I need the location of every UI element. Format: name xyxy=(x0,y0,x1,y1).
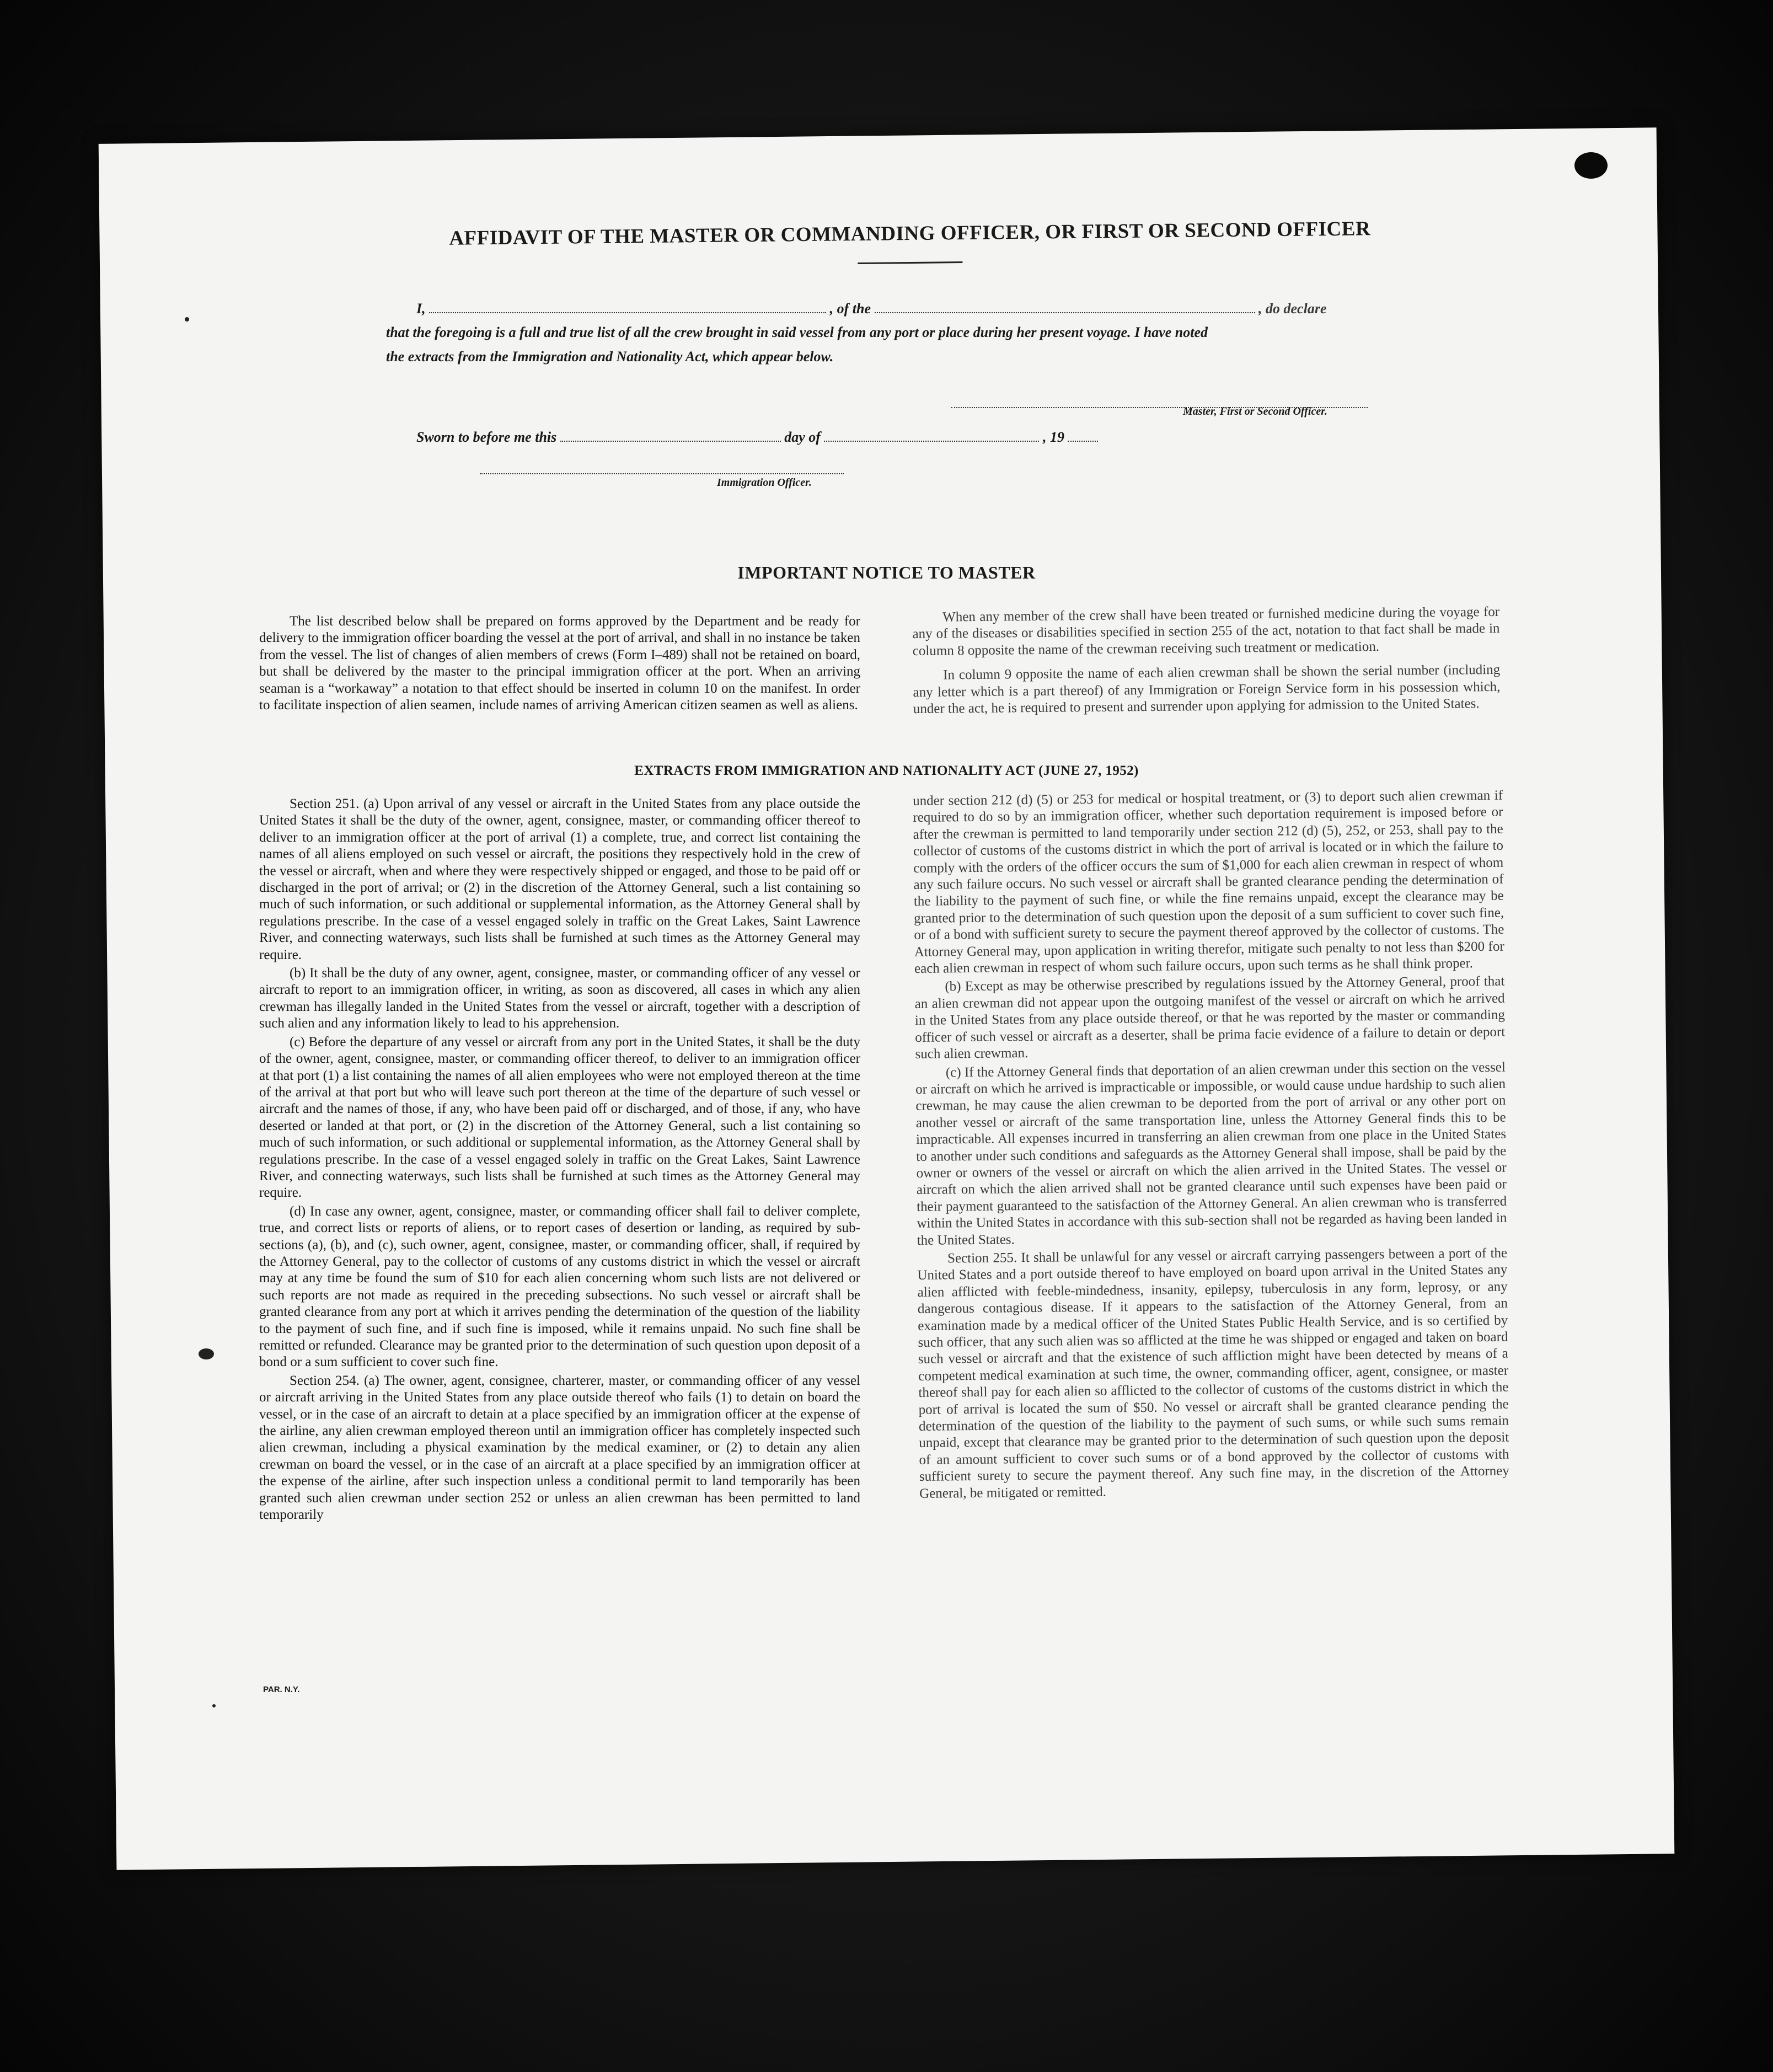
ink-speck xyxy=(199,1348,214,1359)
name-field[interactable] xyxy=(429,301,826,313)
declaration-do-declare: , do declare xyxy=(1258,301,1327,317)
section-251-c: (c) Before the departure of any vessel or aircraft from any port in the United States, it shall be the duty of the owner, agent, consignee, master, or commanding officer thereof, to deliver to an immigration officer at that port (1) a list containing the names of all alien employees who were not employed thereon at the time of the arrival at that port but who will leave such port thereon at the time of the departure of such vessel or aircraft and the names of those, if any, who have been paid off or discharged, and of those, if any, who have deserted or landed at that port, or (2) in the discretion of the Attorney General, such a list containing so much of such information, or such additional or supplemental information, as the Attorney General shall by regulations prescribe. In the case of a vessel engaged solely in traffic on the Great Lakes, Saint Lawrence River, and connecting waterways, such lists shall be furnished at such times as the Attorney General may require. xyxy=(259,1034,860,1201)
sworn-line: Sworn to before me this day of , 19 xyxy=(416,429,1098,446)
notice-left-column xyxy=(259,613,860,714)
notice-right-paragraph-2: In column 9 opposite the name of each alien crewman shall be shown the serial number (including any letter which is a part thereof) of any Immigration or Foreign Service form in his possession which, under the act, he is required to present and surrender upon applying for admission to the United States. xyxy=(913,662,1501,717)
extracts-left-column xyxy=(259,796,860,1523)
section-254-b: (b) Except as may be otherwise prescribed by regulations issued by the Attorney General, proof that an alien crewman did not appear upon the outgoing manifest of the vessel or aircraft on which he arrived in the United States from any place outside thereof, or that he was reported by the master or commanding officer of such vessel or aircraft as a deserter, shall be prima facie evidence of a failure to detain or deport such alien crewman. xyxy=(914,974,1506,1062)
declaration-line-1 xyxy=(416,301,1326,317)
notice-left-paragraph: The list described below shall be prepared on forms approved by the Department and be ready for delivery to the immigration officer boarding the vessel at the port of arrival, and shall in no instance be taken from the vessel. The list of changes of alien members of crews (Form I–489) shall not be retained on board, but shall be delivered by the master to the principal immigration officer at the port. When an arriving seaman is a “workaway” a notation to that effect should be inserted in column 10 on the manifest. In order to facilitate inspection of alien seamen, include names of arriving American citizen seamen as well as aliens. xyxy=(259,614,860,713)
notice-right-column xyxy=(912,604,1501,718)
ink-speck xyxy=(185,317,189,322)
vessel-field[interactable] xyxy=(875,301,1255,313)
section-251-a: Section 251. (a) Upon arrival of any vessel or aircraft in the United States from any place outside the United States it shall be the duty of the owner, agent, consignee, master, or commanding officer thereof to deliver to an immigration officer at the port of arrival (1) a complete, true, and correct list containing the names of all aliens employed on such vessel or aircraft, the positions they respectively hold in the crew of the vessel or aircraft, when and where they were respectively shipped or engaged, and those to be paid off or discharged in the port of arrival; or (2) in the discretion of the Attorney General, such a list containing so much of such information, or such additional or supplemental information, as the Attorney General shall by regulations prescribe. In the case of a vessel engaged solely in traffic on the Great Lakes, Saint Lawrence River, and connecting waterways, such lists shall be furnished at such times as the Attorney General may require. xyxy=(259,796,860,962)
officer-signature-label: Immigration Officer. xyxy=(717,476,812,489)
extracts-title: EXTRACTS FROM IMMIGRATION AND NATIONALITY ACT (JUNE 27, 1952) xyxy=(634,763,1139,778)
sworn-day-field[interactable] xyxy=(560,430,781,442)
declaration-of-the: , of the xyxy=(829,301,871,317)
sworn-month-field[interactable] xyxy=(824,430,1039,442)
section-254-continued: under section 212 (d) (5) or 253 for medical or hospital treatment, or (3) to deport such alien crewman if required to do so by an immigration officer, whether such deportation requirement is imposed before or after the crewman is permitted to land temporarily under section 212 (d) (5), 252, or 253, shall pay to the collector of customs of the customs district in which the port of arrival is located or in which the failure to comply with the orders of the officer occurs the sum of $1,000 for each alien crewman in respect of whom any such failure occurs. No such vessel or aircraft shall be granted clearance pending the determination of the liability to the payment of such fine, or while the fine remains unpaid, except the clearance may be granted prior to the determination of such question upon the deposit of a sum sufficient to cover such fine, or of a bond with sufficient surety to secure the payment thereof approved by the collector of customs. The Attorney General may, upon application in writing therefor, mitigate such penalty to not less than $200 for each alien crewman in respect of whom such failure occurs, upon such terms as he shall think proper. xyxy=(913,788,1504,977)
extracts-right-column xyxy=(913,788,1509,1502)
section-254-c: (c) If the Attorney General finds that deportation of an alien crewman under this section on the vessel or aircraft on which he arrived is impracticable or impossible, or would cause undue hardship to such alien crewman, he may cause the alien crewman to be deported from the port of arrival or any other port on another vessel or aircraft of the same transportation line, unless the Attorney General finds this to be impracticable. All expenses incurred in transferring an alien crewman from one place in the United States to another under such conditions and safeguards as the Attorney General shall impose, shall be paid by the owner or owners of the vessel or aircraft on which the alien arrived in the United States. The vessel or aircraft on which the alien arrived shall not be granted clearance until such expenses have been paid or their payment guaranteed to the satisfaction of the Attorney General. An alien crewman who is transferred within the United States in accordance with this sub-section shall not be regarded as having been landed in the United States. xyxy=(915,1059,1507,1248)
section-251-b: (b) It shall be the duty of any owner, agent, consignee, master, or commanding officer of any vessel or aircraft to report to an immigration officer, in writing, as soon as discovered, all cases in which any alien crewman has illegally landed in the United States from the vessel or aircraft, together with a description of such alien and any information likely to lead to his apprehension. xyxy=(259,966,860,1031)
declaration-line-2: that the foregoing is a full and true list of all the crew brought in said vessel from any port or place during her present voyage. I have noted xyxy=(386,324,1208,340)
printer-mark: PAR. N.Y. xyxy=(263,1685,300,1694)
section-254-a: Section 254. (a) The owner, agent, consignee, charterer, master, or commanding officer of any vessel or aircraft arriving in the United States from any place outside thereof who fails (1) to detain on board the vessel, or in the case of an aircraft to detain at a place specified by an immigration officer at the expense of the airline, any alien crewman employed thereon until an immigration officer has completely inspected such alien crewman, including a physical examination by the medical examiner, or (2) to detain any alien crewman on board the vessel, or in the case of an aircraft at a place specified by an immigration officer at the expense of the airline, after such inspection unless a conditional permit to land temporarily has been granted such alien crewman under section 252 or unless an alien crewman has been permitted to land temporarily xyxy=(259,1373,860,1523)
declaration-line-3: the extracts from the Immigration and Nationality Act, which appear below. xyxy=(386,349,834,365)
punch-hole xyxy=(1574,152,1608,179)
section-251-d: (d) In case any owner, agent, consignee, master, or commanding officer shall fail to deliver complete, true, and correct lists or reports of aliens, or to report cases of desertion or landing, as required by sub-sections (a), (b), and (c), such owner, agent, consignee, master, or commanding officer, shall, if required by the Attorney General, pay to the collector of customs of any customs district in which the vessel or aircraft may at any time be found the sum of $10 for each alien concerning whom such lists are not delivered or such reports are not made as required in the preceding subsections. No such vessel or aircraft shall be granted clearance from any port at which it arrives pending the determination of the question of the liability to the payment of such fine, and if such fine is imposed, while it remains unpaid. No such fine shall be remitted or refunded. Clearance may be granted prior to the determination of such question upon deposit of a bond or a sum sufficient to cover such fine. xyxy=(259,1203,860,1370)
ink-speck xyxy=(212,1704,216,1707)
master-signature-label: Master, First or Second Officer. xyxy=(1183,405,1327,417)
officer-signature-line[interactable] xyxy=(480,473,844,474)
section-255: Section 255. It shall be unlawful for any vessel or aircraft carrying passengers between a port of the United States and a port outside thereof to have employed on board upon arrival in the United States any alien afflicted with feeble-mindedness, insanity, epilepsy, tuberculosis in any form, leprosy, or any dangerous contagious disease. If it appears to the satisfaction of the Attorney General, from an examination made by a medical officer of the United States Public Health Service, and is so certified by such officer, that any such alien was so afflicted at the time he was shipped or engaged and taken on board such vessel or aircraft and that the existence of such affliction might have been detected by means of a competent medical examination at such time, the owner, commanding officer, agent, consignee, or master thereof shall pay for each alien so afflicted to the collector of customs of the customs district in which the port of arrival is located the sum of $50. No vessel or aircraft shall be granted clearance pending the determination of the question of the liability to the payment of such sums, or while such sums remain unpaid, except that clearance may be granted prior to the determination of such question upon the deposit of an amount sufficient to cover such sums or of a bond approved by the collector of customs with sufficient surety to secure the payment thereof. Any such fine may, in the discretion of the Attorney General, be mitigated or remitted. xyxy=(917,1245,1509,1501)
affidavit-title: AFFIDAVIT OF THE MASTER OR COMMANDING OFFICER, OR FIRST OR SECOND OFFICER xyxy=(449,217,1371,250)
notice-title: IMPORTANT NOTICE TO MASTER xyxy=(737,563,1036,582)
declaration-i: I, xyxy=(416,301,426,317)
notice-right-paragraph-1: When any member of the crew shall have been treated or furnished medicine during the voyage for any of the diseases or disabilities specified in section 255 of the act, notation to that fact shall be made in column 8 opposite the name of the crewman receiving such treatment or medication. xyxy=(912,604,1500,658)
sworn-year-field[interactable] xyxy=(1068,430,1098,442)
